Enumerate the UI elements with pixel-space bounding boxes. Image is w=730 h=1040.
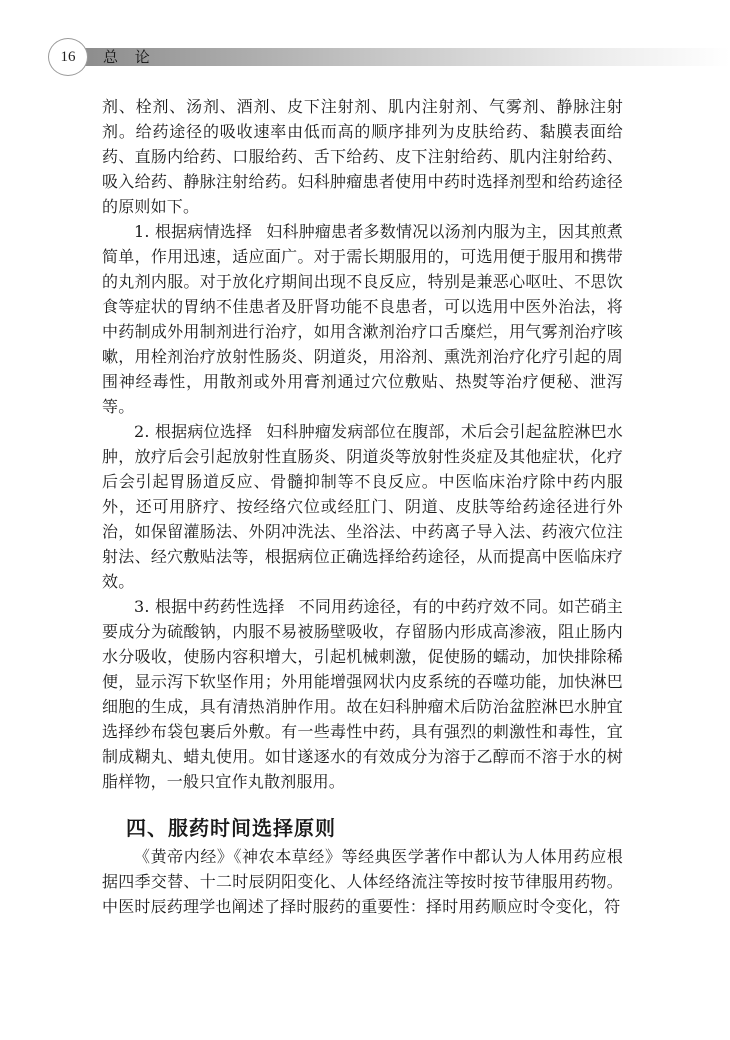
header-band <box>70 48 730 66</box>
section-heading: 四、服药时间选择原则 <box>126 816 336 840</box>
list-item <box>102 594 623 794</box>
list-item <box>102 419 623 594</box>
item-title: 1. 根据病情选择 <box>134 222 253 241</box>
item-title: 3. 根据中药药性选择 <box>134 597 285 616</box>
paragraph-intro: 剂、栓剂、汤剂、酒剂、皮下注射剂、肌内注射剂、气雾剂、静脉注射剂。给药途径的吸收速率由低而高的顺序排列为皮肤给药、黏膜表面给药、直肠内给药、口服给药、舌下给药、皮下注射给药、肌内注射给药、吸入给药、静脉注射给药。妇科肿瘤患者使用中药时选择剂型和给药途径的原则如下。 <box>102 97 623 216</box>
paragraph-last: 《黄帝内经》《神农本草经》等经典医学著作中都认为人体用药应根据四季交替、十二时辰阴阳变化、人体经络流注等按时按节律服用药物。中医时辰药理学也阐述了择时服药的重要性：择时用药顺应时令变化，符 <box>102 847 623 916</box>
page-body <box>102 94 623 919</box>
list-item <box>102 219 623 419</box>
page-number: 16 <box>48 38 88 76</box>
item-text: 不同用药途径，有的中药疗效不同。如芒硝主要成分为硫酸钠，内服不易被肠壁吸收，存留肠内形成高渗液，阻止肠内水分吸收，使肠内容积增大，引起机械刺激，促使肠的蠕动，加快排除稀便，显示泻下软坚作用；外用能增强网状内皮系统的吞噬功能，加快淋巴细胞的生成，具有清热消肿作用。故在妇科肿瘤术后防治盆腔淋巴水肿宜选择纱布袋包裹后外敷。有一些毒性中药，具有强烈的刺激性和毒性，宜制成糊丸、蜡丸使用。如甘遂逐水的有效成分为溶于乙醇而不溶于水的树脂样物，一般只宜作丸散剂服用。 <box>102 597 623 791</box>
section-title: 总 论 <box>103 48 156 66</box>
page-header <box>0 38 730 76</box>
item-text: 妇科肿瘤患者多数情况以汤剂内服为主，因其煎煮简单，作用迅速，适应面广。对于需长期服用的，可选用便于服用和携带的丸剂内服。对于放化疗期间出现不良反应，特别是兼恶心呕吐、不思饮食等症状的胃纳不佳患者及肝肾功能不良患者，可以选用中医外治法，将中药制成外用制剂进行治疗，如用含漱剂治疗口舌糜烂，用气雾剂治疗咳嗽，用栓剂治疗放射性肠炎、阴道炎，用浴剂、熏洗剂治疗化疗引起的周围神经毒性，用散剂或外用膏剂通过穴位敷贴、热熨等治疗便秘、泄泻等。 <box>102 222 623 416</box>
item-title: 2. 根据病位选择 <box>134 422 253 441</box>
item-text: 妇科肿瘤发病部位在腹部，术后会引起盆腔淋巴水肿，放疗后会引起放射性直肠炎、阴道炎等放射性炎症及其他症状，化疗后会引起胃肠道反应、骨髓抑制等不良反应。中医临床治疗除中药内服外，还可用脐疗、按经络穴位或经肛门、阴道、皮肤等给药途径进行外治，如保留灌肠法、外阴冲洗法、坐浴法、中药离子导入法、药液穴位注射法、经穴敷贴法等，根据病位正确选择给药途径，从而提高中医临床疗效。 <box>102 422 623 591</box>
